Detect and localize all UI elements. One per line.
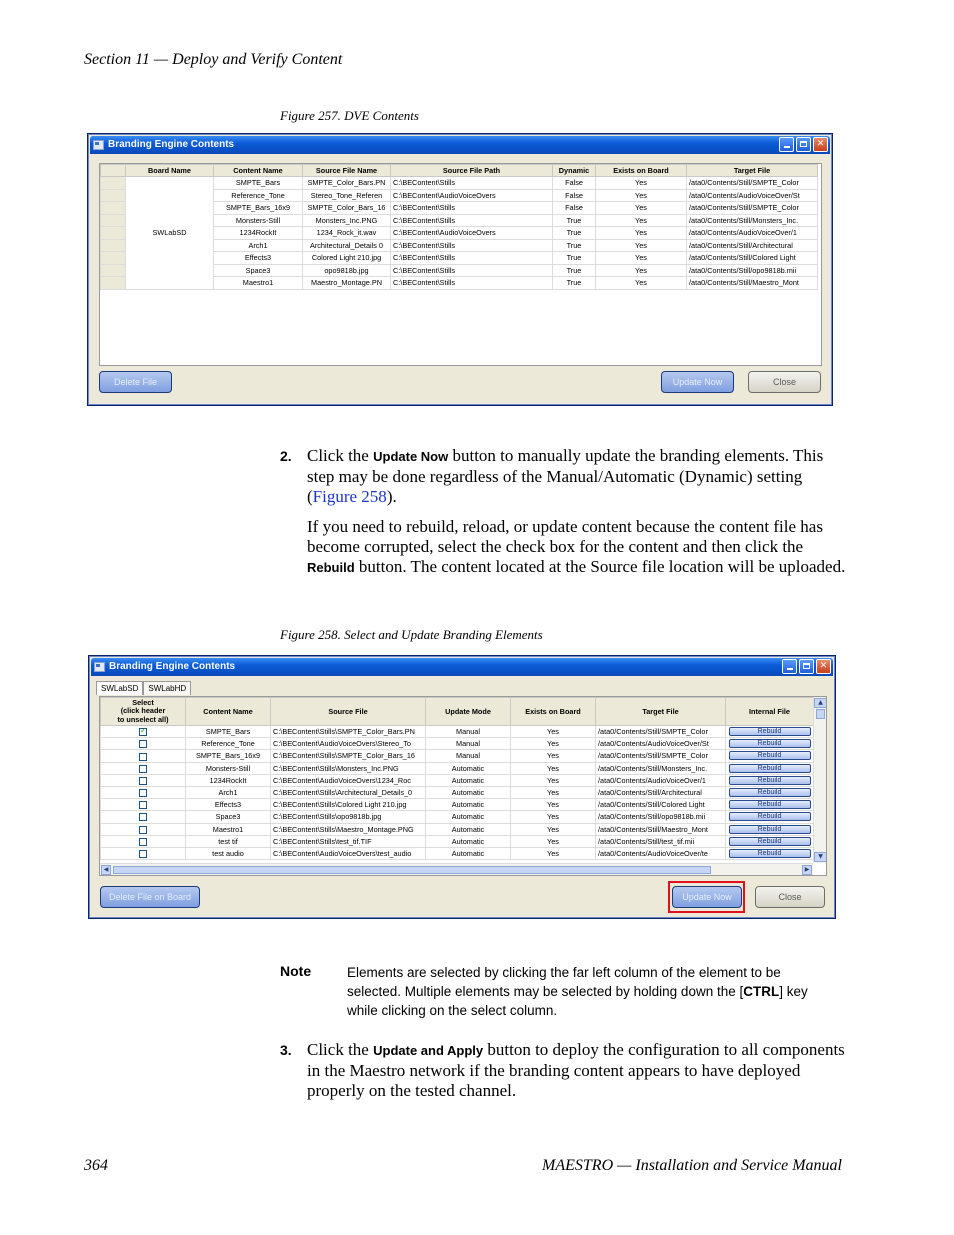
target-file-cell: /ata0/Contents/Still/Maestro_Mont xyxy=(687,277,818,290)
col-internal-file[interactable]: Internal File xyxy=(726,698,814,726)
source-file-name-cell: Colored Light 210.jpg xyxy=(303,252,391,265)
update-mode-cell: Manual xyxy=(426,750,511,762)
rebuild-button[interactable]: Rebuild xyxy=(729,788,811,797)
internal-file-cell xyxy=(726,726,814,738)
contents-table xyxy=(100,164,818,359)
source-file-cell: C:\BEContent\Stills\opo9818b.jpg xyxy=(271,811,426,823)
row-selector[interactable] xyxy=(101,252,126,265)
source-file-path-cell: C:\BEContent\Stills xyxy=(391,177,553,190)
select-cell[interactable] xyxy=(101,847,186,859)
table-row[interactable] xyxy=(101,738,814,750)
target-file-cell: /ata0/Contents/Still/test_tif.mii xyxy=(596,835,726,847)
section-header: Section 11 — Deploy and Verify Content xyxy=(84,51,343,68)
content-name-cell: SMPTE_Bars_16x9 xyxy=(186,750,271,762)
text: ). xyxy=(386,487,397,506)
internal-file-cell xyxy=(726,774,814,786)
target-file-cell: /ata0/Contents/AudioVoiceOver/St xyxy=(596,738,726,750)
text: button to deploy the configuration to all components in the Maestro network if the branding content appears to have deployed properly on the tested channel. xyxy=(307,1040,845,1100)
col-update-mode[interactable]: Update Mode xyxy=(426,698,511,726)
internal-file-cell xyxy=(726,786,814,798)
scroll-up-arrow[interactable]: ▲ xyxy=(814,698,827,708)
col-content-name[interactable]: Content Name xyxy=(214,165,303,177)
source-file-cell: C:\BEContent\Stills\Colored Light 210.jpg xyxy=(271,799,426,811)
text: button to manually update the branding elements. This step may be done regardless of the Manual/Automatic (Dynamic) setting ( xyxy=(307,446,824,506)
internal-file-cell xyxy=(726,847,814,859)
branding-table xyxy=(100,697,814,860)
content-name-cell: Reference_Tone xyxy=(214,189,303,202)
target-file-cell: /ata0/Contents/Still/Architectural xyxy=(687,239,818,252)
text: Click the xyxy=(307,446,374,465)
maximize-button[interactable] xyxy=(796,137,811,152)
content-name-cell: Space3 xyxy=(214,264,303,277)
content-name-cell: SMPTE_Bars_16x9 xyxy=(214,202,303,215)
internal-file-cell xyxy=(726,799,814,811)
row-selector[interactable] xyxy=(101,227,126,240)
table-row[interactable] xyxy=(101,774,814,786)
minimize-icon xyxy=(784,146,790,148)
target-file-cell: /ata0/Contents/Still/SMPTE_Color xyxy=(596,726,726,738)
content-name-cell: SMPTE_Bars xyxy=(186,726,271,738)
source-file-cell: C:\BEContent\Stills\Architectural_Details_0 xyxy=(271,786,426,798)
col-source-file[interactable]: Source File xyxy=(271,698,426,726)
note-text xyxy=(347,963,827,1020)
exists-on-board-cell: Yes xyxy=(596,177,687,190)
board-tabs xyxy=(96,681,191,695)
source-file-name-cell: SMPTE_Color_Bars.PN xyxy=(303,177,391,190)
update-mode-cell: Automatic xyxy=(426,786,511,798)
content-name-cell: Arch1 xyxy=(214,239,303,252)
update-mode-cell: Automatic xyxy=(426,762,511,774)
source-file-cell: C:\BEContent\Stills\Maestro_Montage.PNG xyxy=(271,823,426,835)
scroll-thumb[interactable] xyxy=(816,709,825,719)
dynamic-cell: False xyxy=(553,202,596,215)
source-file-name-cell: opo9818b.jpg xyxy=(303,264,391,277)
exists-on-board-cell: Yes xyxy=(511,726,596,738)
update-mode-cell: Automatic xyxy=(426,799,511,811)
internal-file-cell xyxy=(726,823,814,835)
scroll-down-arrow[interactable]: ▼ xyxy=(814,852,827,862)
ui-term-update-and-apply: Update and Apply xyxy=(373,1043,484,1058)
text: ] key while clicking on the select column. xyxy=(347,984,808,1018)
select-cell[interactable] xyxy=(101,738,186,750)
update-mode-cell: Automatic xyxy=(426,823,511,835)
app-icon xyxy=(93,140,104,150)
exists-on-board-cell: Yes xyxy=(511,750,596,762)
close-window-button[interactable] xyxy=(813,137,828,152)
dynamic-cell: True xyxy=(553,239,596,252)
page-number: 364 xyxy=(84,1157,108,1174)
target-file-cell: /ata0/Contents/AudioVoiceOver/1 xyxy=(687,227,818,240)
content-name-cell: Maestro1 xyxy=(186,823,271,835)
maximize-button[interactable] xyxy=(799,659,814,674)
source-file-path-cell: C:\BEContent\Stills xyxy=(391,252,553,265)
step-2-paragraph xyxy=(307,446,847,507)
internal-file-cell xyxy=(726,762,814,774)
rebuild-button[interactable]: Rebuild xyxy=(729,812,811,821)
internal-file-cell xyxy=(726,750,814,762)
dynamic-cell: True xyxy=(553,264,596,277)
close-icon: ✕ xyxy=(816,139,825,149)
row-selector[interactable] xyxy=(101,239,126,252)
row-selector[interactable] xyxy=(101,202,126,215)
exists-on-board-cell: Yes xyxy=(511,811,596,823)
source-file-name-cell: SMPTE_Color_Bars_16 xyxy=(303,202,391,215)
select-checkbox[interactable] xyxy=(139,850,147,858)
text: Elements are selected by clicking the far left column of the element to be selected. Multiple elements may be selected by holding down the [ xyxy=(347,965,781,999)
empty-area xyxy=(101,289,818,359)
figure-257-caption: Figure 257. DVE Contents xyxy=(280,108,419,123)
content-name-cell: 1234RockIt xyxy=(186,774,271,786)
step-3-number: 3. xyxy=(280,1042,292,1058)
update-mode-cell: Automatic xyxy=(426,847,511,859)
dve-contents-window xyxy=(87,133,833,406)
source-file-path-cell: C:\BEContent\Stills xyxy=(391,214,553,227)
col-content-name[interactable]: Content Name xyxy=(186,698,271,726)
select-checkbox[interactable] xyxy=(139,838,147,846)
ui-term-rebuild: Rebuild xyxy=(307,560,355,575)
target-file-cell: /ata0/Contents/Still/SMPTE_Color xyxy=(596,750,726,762)
select-checkbox[interactable] xyxy=(139,753,147,761)
rebuild-button[interactable]: Rebuild xyxy=(729,837,811,846)
rebuild-button[interactable]: Rebuild xyxy=(729,825,811,834)
scroll-right-arrow[interactable]: ▶ xyxy=(802,865,812,875)
close-window-button[interactable] xyxy=(816,659,831,674)
content-name-cell: Space3 xyxy=(186,811,271,823)
exists-on-board-cell: Yes xyxy=(511,823,596,835)
table-row[interactable] xyxy=(101,799,814,811)
figure-258-link[interactable]: Figure 258 xyxy=(312,487,387,506)
content-name-cell: Maestro1 xyxy=(214,277,303,290)
col-dynamic[interactable]: Dynamic xyxy=(553,165,596,177)
target-file-cell: /ata0/Contents/Still/Monsters_Inc. xyxy=(596,762,726,774)
content-name-cell: test tif xyxy=(186,835,271,847)
ui-term-update-now: Update Now xyxy=(373,449,449,464)
table-row[interactable] xyxy=(101,750,814,762)
select-checkbox[interactable] xyxy=(139,777,147,785)
content-name-cell: Reference_Tone xyxy=(186,738,271,750)
dynamic-cell: False xyxy=(553,177,596,190)
select-header-line: to unselect all) xyxy=(117,714,169,724)
col-target-file[interactable]: Target File xyxy=(596,698,726,726)
window-title: Branding Engine Contents xyxy=(108,139,235,150)
delete-file-button[interactable]: Delete File xyxy=(99,371,172,393)
target-file-cell: /ata0/Contents/AudioVoiceOver/1 xyxy=(596,774,726,786)
internal-file-cell xyxy=(726,811,814,823)
row-selector[interactable] xyxy=(101,214,126,227)
source-file-cell: C:\BEContent\Stills\test_tif.TIF xyxy=(271,835,426,847)
source-file-name-cell: Architectural_Details 0 xyxy=(303,239,391,252)
col-source-file-name[interactable]: Source File Name xyxy=(303,165,391,177)
rebuild-button[interactable]: Rebuild xyxy=(729,727,811,736)
source-file-name-cell: Maestro_Montage.PN xyxy=(303,277,391,290)
rebuild-button[interactable]: Rebuild xyxy=(729,764,811,773)
content-name-cell: test audio xyxy=(186,847,271,859)
select-cell[interactable] xyxy=(101,835,186,847)
target-file-cell: /ata0/Contents/AudioVoiceOver/St xyxy=(687,189,818,202)
exists-on-board-cell: Yes xyxy=(511,762,596,774)
exists-on-board-cell: Yes xyxy=(596,189,687,202)
manual-title: MAESTRO — Installation and Service Manual xyxy=(542,1157,842,1174)
horizontal-scrollbar[interactable] xyxy=(100,863,813,875)
window-title: Branding Engine Contents xyxy=(109,661,236,672)
source-file-path-cell: C:\BEContent\AudioVoiceOvers xyxy=(391,189,553,202)
text: button. The content located at the Source file location will be uploaded. xyxy=(354,557,846,576)
update-mode-cell: Automatic xyxy=(426,835,511,847)
col-exists-on-board[interactable]: Exists on Board xyxy=(511,698,596,726)
source-file-path-cell: C:\BEContent\AudioVoiceOvers xyxy=(391,227,553,240)
vertical-scrollbar[interactable] xyxy=(813,697,827,863)
source-file-name-cell: Monsters_Inc.PNG xyxy=(303,214,391,227)
content-name-cell: Effects3 xyxy=(186,799,271,811)
internal-file-cell xyxy=(726,835,814,847)
window-titlebar xyxy=(90,136,830,154)
update-now-button[interactable]: Update Now xyxy=(661,371,734,393)
select-checkbox[interactable] xyxy=(139,813,147,821)
select-cell[interactable] xyxy=(101,786,186,798)
select-cell[interactable] xyxy=(101,799,186,811)
row-selector[interactable] xyxy=(101,264,126,277)
select-cell[interactable] xyxy=(101,774,186,786)
branding-grid xyxy=(99,696,827,876)
source-file-cell: C:\BEContent\Stills\SMPTE_Color_Bars_16 xyxy=(271,750,426,762)
app-icon xyxy=(94,662,105,672)
source-file-cell: C:\BEContent\AudioVoiceOvers\test_audio xyxy=(271,847,426,859)
exists-on-board-cell: Yes xyxy=(511,835,596,847)
select-cell[interactable] xyxy=(101,811,186,823)
table-row[interactable] xyxy=(101,823,814,835)
exists-on-board-cell: Yes xyxy=(596,252,687,265)
update-now-button[interactable]: Update Now xyxy=(672,886,742,908)
source-file-path-cell: C:\BEContent\Stills xyxy=(391,239,553,252)
rebuild-button[interactable]: Rebuild xyxy=(729,849,811,858)
note-label: Note xyxy=(280,963,312,979)
minimize-icon xyxy=(787,668,793,670)
exists-on-board-cell: Yes xyxy=(596,264,687,277)
select-checkbox[interactable] xyxy=(139,801,147,809)
table-row[interactable] xyxy=(101,835,814,847)
update-mode-cell: Automatic xyxy=(426,774,511,786)
target-file-cell: /ata0/Contents/Still/Colored Light xyxy=(687,252,818,265)
target-file-cell: /ata0/Contents/Still/Monsters_Inc. xyxy=(687,214,818,227)
select-checkbox[interactable] xyxy=(139,826,147,834)
target-file-cell: /ata0/Contents/Still/Architectural xyxy=(596,786,726,798)
select-checkbox[interactable] xyxy=(139,740,147,748)
select-cell[interactable] xyxy=(101,726,186,738)
text: If you need to rebuild, reload, or update content because the content file has become corrupted, select the check box for the content and then click the xyxy=(307,517,823,556)
scroll-left-arrow[interactable]: ◀ xyxy=(101,865,111,875)
update-mode-cell: Manual xyxy=(426,738,511,750)
select-cell[interactable] xyxy=(101,762,186,774)
table-row[interactable] xyxy=(101,847,814,859)
col-source-file-path[interactable]: Source File Path xyxy=(391,165,553,177)
select-checkbox[interactable] xyxy=(139,789,147,797)
close-button[interactable]: Close xyxy=(748,371,821,393)
rebuild-button[interactable]: Rebuild xyxy=(729,776,811,785)
col-board-name[interactable]: Board Name xyxy=(126,165,214,177)
select-checkbox[interactable] xyxy=(139,765,147,773)
source-file-cell: C:\BEContent\Stills\SMPTE_Color_Bars.PN xyxy=(271,726,426,738)
select-update-window xyxy=(88,655,836,919)
dynamic-cell: True xyxy=(553,214,596,227)
close-icon: ✕ xyxy=(819,661,828,671)
exists-on-board-cell: Yes xyxy=(511,799,596,811)
select-header-line: Select xyxy=(132,697,154,707)
target-file-cell: /ata0/Contents/Still/opo9818b.mii xyxy=(596,811,726,823)
board-name-cell: SWLabSD xyxy=(126,177,214,290)
exists-on-board-cell: Yes xyxy=(511,786,596,798)
dynamic-cell: False xyxy=(553,189,596,202)
rebuild-button[interactable]: Rebuild xyxy=(729,751,811,760)
update-mode-cell: Automatic xyxy=(426,811,511,823)
content-name-cell: Monsters-Still xyxy=(186,762,271,774)
contents-grid xyxy=(99,163,822,366)
select-header-line: (click header xyxy=(120,706,166,716)
source-file-name-cell: Stereo_Tone_Referen xyxy=(303,189,391,202)
step-2-number: 2. xyxy=(280,448,292,464)
step-3-paragraph xyxy=(307,1040,847,1101)
table-row[interactable] xyxy=(101,762,814,774)
content-name-cell: 1234RockIt xyxy=(214,227,303,240)
target-file-cell: /ata0/Contents/Still/SMPTE_Color xyxy=(687,202,818,215)
exists-on-board-cell: Yes xyxy=(596,214,687,227)
col-target-file[interactable]: Target File xyxy=(687,165,818,177)
tab-swlabsd[interactable]: SWLabSD xyxy=(96,681,143,695)
source-file-cell: C:\BEContent\AudioVoiceOvers\1234_Roc xyxy=(271,774,426,786)
minimize-button[interactable] xyxy=(779,137,794,152)
col-select[interactable] xyxy=(101,698,186,726)
window-titlebar xyxy=(91,658,833,676)
tab-swlabhd[interactable]: SWLabHD xyxy=(143,681,191,695)
row-selector[interactable] xyxy=(101,177,126,190)
table-row[interactable] xyxy=(101,786,814,798)
target-file-cell: /ata0/Contents/Still/SMPTE_Color xyxy=(687,177,818,190)
row-header-corner xyxy=(101,165,126,177)
source-file-name-cell: 1234_Rock_it.wav xyxy=(303,227,391,240)
target-file-cell: /ata0/Contents/Still/Colored Light xyxy=(596,799,726,811)
step-2-paragraph-2 xyxy=(307,517,847,578)
close-button[interactable]: Close xyxy=(755,886,825,908)
scroll-thumb[interactable] xyxy=(113,866,711,874)
select-cell[interactable] xyxy=(101,750,186,762)
table-row[interactable] xyxy=(101,726,814,738)
maximize-icon xyxy=(803,663,810,669)
exists-on-board-cell: Yes xyxy=(511,847,596,859)
content-name-cell: Effects3 xyxy=(214,252,303,265)
exists-on-board-cell: Yes xyxy=(511,774,596,786)
target-file-cell: /ata0/Contents/Still/opo9818b.mii xyxy=(687,264,818,277)
dynamic-cell: True xyxy=(553,227,596,240)
target-file-cell: /ata0/Contents/AudioVoiceOver/te xyxy=(596,847,726,859)
figure-258-caption: Figure 258. Select and Update Branding Elements xyxy=(280,627,543,642)
exists-on-board-cell: Yes xyxy=(596,227,687,240)
source-file-cell: C:\BEContent\AudioVoiceOvers\Stereo_To xyxy=(271,738,426,750)
exists-on-board-cell: Yes xyxy=(596,239,687,252)
rebuild-button[interactable]: Rebuild xyxy=(729,739,811,748)
exists-on-board-cell: Yes xyxy=(596,277,687,290)
update-mode-cell: Manual xyxy=(426,726,511,738)
source-file-path-cell: C:\BEContent\Stills xyxy=(391,264,553,277)
rebuild-button[interactable]: Rebuild xyxy=(729,800,811,809)
maximize-icon xyxy=(800,141,807,147)
dynamic-cell: True xyxy=(553,252,596,265)
target-file-cell: /ata0/Contents/Still/Maestro_Mont xyxy=(596,823,726,835)
select-checkbox[interactable] xyxy=(139,728,147,736)
highlight-box xyxy=(668,881,745,913)
col-exists-on-board[interactable]: Exists on Board xyxy=(596,165,687,177)
row-selector[interactable] xyxy=(101,189,126,202)
key-ctrl: CTRL xyxy=(743,984,780,999)
internal-file-cell xyxy=(726,738,814,750)
exists-on-board-cell: Yes xyxy=(511,738,596,750)
source-file-path-cell: C:\BEContent\Stills xyxy=(391,202,553,215)
source-file-cell: C:\BEContent\Stills\Monsters_Inc.PNG xyxy=(271,762,426,774)
content-name-cell: Arch1 xyxy=(186,786,271,798)
text: Click the xyxy=(307,1040,374,1059)
source-file-path-cell: C:\BEContent\Stills xyxy=(391,277,553,290)
table-row[interactable] xyxy=(101,811,814,823)
table-row[interactable] xyxy=(101,177,818,190)
content-name-cell: Monsters-Still xyxy=(214,214,303,227)
content-name-cell: SMPTE_Bars xyxy=(214,177,303,190)
dynamic-cell: True xyxy=(553,277,596,290)
delete-file-on-board-button[interactable]: Delete File on Board xyxy=(100,886,200,908)
minimize-button[interactable] xyxy=(782,659,797,674)
select-cell[interactable] xyxy=(101,823,186,835)
exists-on-board-cell: Yes xyxy=(596,202,687,215)
row-selector[interactable] xyxy=(101,277,126,290)
